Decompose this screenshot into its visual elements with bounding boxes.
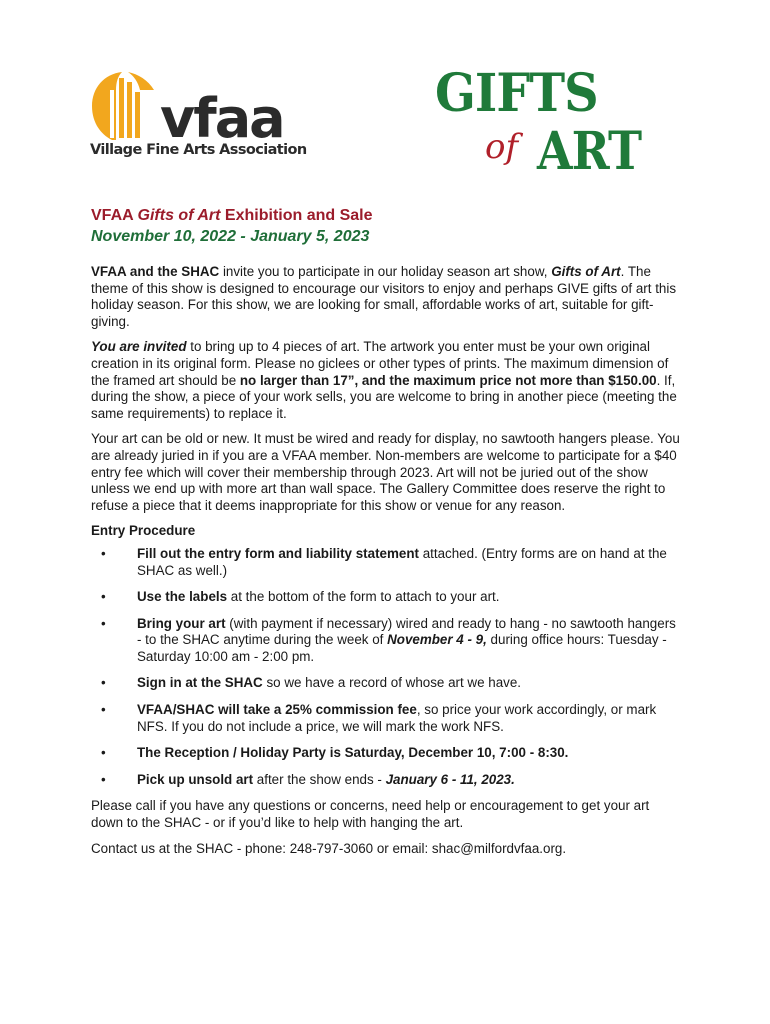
intro-paragraph: [91, 264, 681, 330]
vfaa-subtitle: Village Fine Arts Association: [90, 142, 307, 158]
list-item: [91, 745, 681, 762]
list-item: [91, 702, 681, 735]
title-show-name: Gifts of Art: [137, 207, 221, 224]
intro-lead: VFAA and the SHAC: [91, 264, 220, 279]
step-dates: November 4 - 9,: [387, 632, 487, 648]
step-text-continued: during office hours: Tuesday - Saturday 10:00 am - 2:00 pm.: [137, 632, 667, 664]
main-content: [91, 205, 681, 866]
invite-size-limit: no larger than 17”, and the maximum price not more than $150.00: [239, 372, 657, 388]
bullet: •: [101, 771, 106, 787]
vfaa-logo: [90, 70, 307, 162]
bullet: •: [101, 745, 106, 761]
intro-show-name: Gifts of Art: [551, 264, 621, 279]
rules-paragraph: Your art can be old or new. It must be wired and ready for display, no sawtooth hangers please. You are already juried in if you are a VFAA member. Non-members are welcome to participate for a $40 entry fee which will cover their membership through 2023. Art will not be juried out of the show unless we end up with more art than wall space. The Gallery Committee does reserve the right to refuse a piece that it deems inappropriate for this show or venue for any reason.: [91, 431, 680, 513]
step-lead: Sign in at the SHAC: [137, 675, 263, 691]
step-text: , so price your work accordingly, or mark NFS. If you do not include a price, we will mark the work NFS.: [137, 702, 657, 734]
bullet: •: [101, 702, 106, 718]
step-dates: January 6 - 11, 2023.: [385, 771, 515, 787]
step-lead: Pick up unsold art: [137, 771, 254, 787]
gifts-of-art-logo-gifts: GIFTS: [435, 63, 598, 124]
entry-procedure-heading: Entry Procedure: [91, 523, 196, 539]
gifts-of-art-logo: [435, 63, 685, 193]
paintbrush-icon: [90, 70, 160, 142]
title-prefix: VFAA: [91, 207, 138, 224]
list-item: [91, 546, 681, 579]
bullet: •: [101, 675, 106, 691]
intro-text: invite you to participate in our holiday season art show,: [219, 264, 552, 279]
list-item: [91, 675, 681, 692]
step-text: so we have a record of whose art we have.: [262, 675, 522, 691]
list-item: [91, 616, 681, 666]
invite-lead: You are invited: [91, 339, 187, 355]
step-lead: Bring your art: [137, 615, 226, 631]
list-item: [91, 772, 681, 789]
closing-paragraph: Please call if you have any questions or concerns, need help or encouragement to get your art down to the SHAC - or if you’d like to help with hanging the art.: [91, 798, 650, 831]
step-lead: VFAA/SHAC will take a 25% commission fee: [137, 702, 417, 718]
exhibition-dates: November 10, 2022 - January 5, 2023: [91, 228, 370, 245]
contact-paragraph: Contact us at the SHAC - phone: 248-797-3060 or email: shac@milfordvfaa.org.: [91, 840, 567, 856]
invite-text: to bring up to 4 pieces of art. The artwork you enter must be your own original creation in its original form. Please no giclees or other types of prints. The maximum dimension of the framed art should be: [91, 339, 669, 388]
list-item: [91, 589, 681, 606]
intro-text-continued: . The theme of this show is designed to encourage our visitors to enjoy and perhaps GIVE gifts of art this holiday season. For this show, we are looking for small, affordable works of art, suitable for gift-giving.: [91, 264, 677, 329]
title-suffix: Exhibition and Sale: [220, 207, 373, 224]
step-lead: Fill out the entry form and liability statement: [137, 545, 419, 561]
step-lead: Use the labels: [137, 589, 228, 605]
bullet: •: [101, 589, 106, 605]
step-text: at the bottom of the form to attach to your art.: [227, 589, 500, 605]
invite-paragraph: [91, 339, 681, 422]
page-title: [91, 205, 681, 226]
step-text: attached. (Entry forms are on hand at the SHAC as well.): [137, 545, 667, 578]
bullet: •: [101, 545, 106, 561]
vfaa-wordmark: vfaa: [160, 87, 284, 150]
invite-text-continued: . If, during the show, a piece of your work sells, you are welcome to bring in another piece (meeting the same requirements) to replace it.: [91, 372, 677, 421]
step-text: after the show ends -: [253, 771, 386, 787]
gifts-of-art-logo-of: of: [485, 127, 519, 167]
step-lead: The Reception / Holiday Party is Saturday, December 10, 7:00 - 8:30.: [137, 745, 569, 761]
bullet: •: [101, 615, 106, 631]
entry-procedure-list: [91, 546, 681, 789]
step-text: (with payment if necessary) wired and ready to hang - no sawtooth hangers - to the SHAC anytime during the week of: [137, 615, 676, 648]
gifts-of-art-logo-art: ART: [537, 121, 642, 182]
